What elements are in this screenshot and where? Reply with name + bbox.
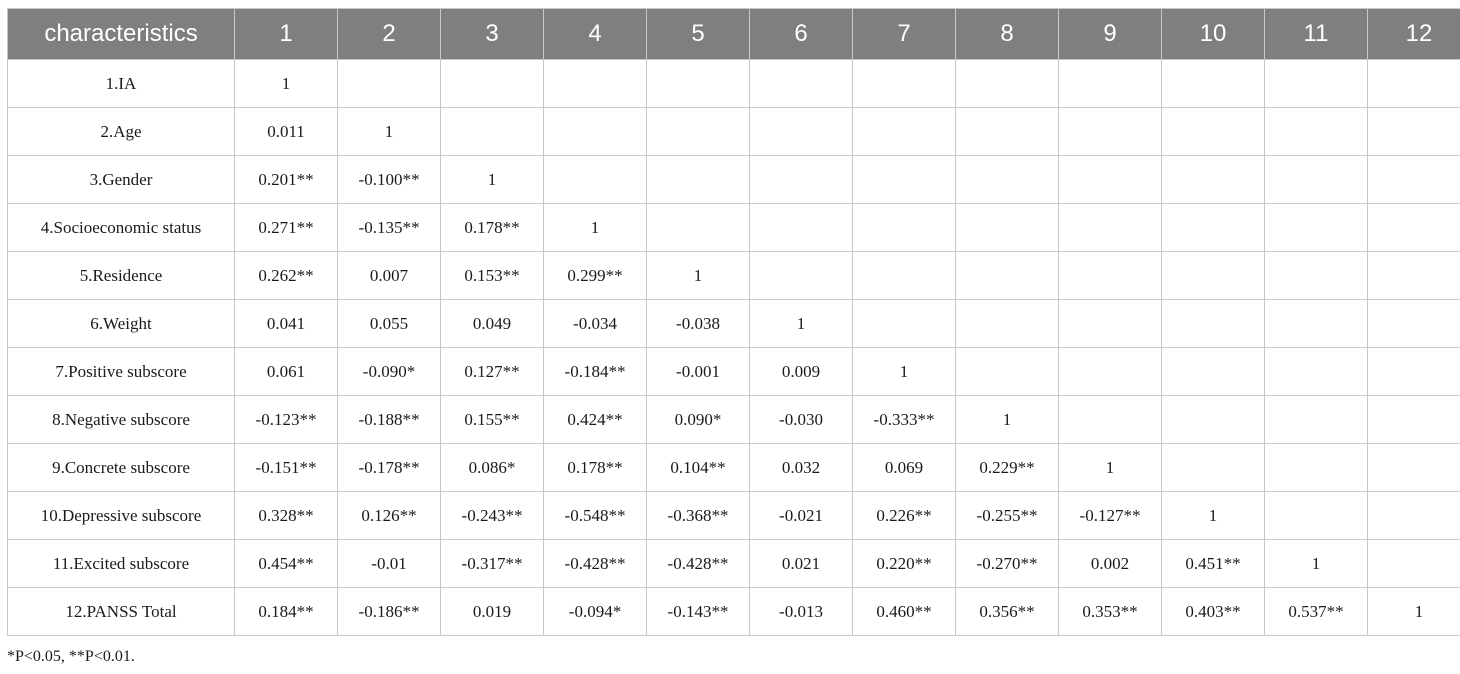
correlation-cell (1162, 396, 1265, 444)
correlation-cell: -0.100** (338, 156, 441, 204)
correlation-cell (647, 108, 750, 156)
correlation-cell: 0.201** (235, 156, 338, 204)
correlation-cell: 0.229** (956, 444, 1059, 492)
correlation-cell: 1 (1368, 588, 1460, 636)
correlation-cell (1059, 204, 1162, 252)
table-footnote: *P<0.05, **P<0.01. (7, 648, 135, 665)
correlation-cell: 1 (544, 204, 647, 252)
correlation-cell (441, 108, 544, 156)
row-label: 12.PANSS Total (8, 588, 235, 636)
table-row (8, 396, 1460, 444)
correlation-cell: -0.428** (647, 540, 750, 588)
correlation-cell: 0.049 (441, 300, 544, 348)
correlation-cell: -0.127** (1059, 492, 1162, 540)
correlation-cell (1368, 348, 1460, 396)
correlation-cell: 0.299** (544, 252, 647, 300)
correlation-cell (750, 252, 853, 300)
correlation-cell: -0.178** (338, 444, 441, 492)
correlation-cell: -0.368** (647, 492, 750, 540)
correlation-cell: 0.009 (750, 348, 853, 396)
correlation-cell: 0.153** (441, 252, 544, 300)
row-label: 10.Depressive subscore (8, 492, 235, 540)
correlation-cell (853, 60, 956, 108)
header-col-7: 7 (853, 9, 956, 60)
correlation-cell (956, 108, 1059, 156)
correlation-cell: 0.011 (235, 108, 338, 156)
correlation-cell (338, 60, 441, 108)
correlation-cell (441, 60, 544, 108)
correlation-cell (1059, 300, 1162, 348)
correlation-cell: -0.243** (441, 492, 544, 540)
correlation-cell: 1 (853, 348, 956, 396)
correlation-cell (750, 204, 853, 252)
correlation-cell (1368, 204, 1460, 252)
correlation-cell (1368, 492, 1460, 540)
correlation-cell (1162, 204, 1265, 252)
row-label: 11.Excited subscore (8, 540, 235, 588)
correlation-cell (1162, 348, 1265, 396)
correlation-cell: -0.030 (750, 396, 853, 444)
correlation-cell (544, 156, 647, 204)
correlation-cell: 0.271** (235, 204, 338, 252)
correlation-cell (1265, 300, 1368, 348)
table-row (8, 444, 1460, 492)
correlation-cell: 0.127** (441, 348, 544, 396)
correlation-cell: -0.143** (647, 588, 750, 636)
correlation-cell (1059, 60, 1162, 108)
correlation-cell: -0.184** (544, 348, 647, 396)
correlation-cell: 0.061 (235, 348, 338, 396)
correlation-cell (1265, 252, 1368, 300)
correlation-cell: -0.135** (338, 204, 441, 252)
correlation-cell: -0.428** (544, 540, 647, 588)
correlation-cell (1368, 444, 1460, 492)
correlation-cell: -0.090* (338, 348, 441, 396)
table-row (8, 348, 1460, 396)
correlation-cell: 0.454** (235, 540, 338, 588)
correlation-cell (956, 204, 1059, 252)
correlation-cell (853, 108, 956, 156)
table-body (8, 60, 1460, 636)
correlation-cell (1059, 348, 1162, 396)
table-row (8, 540, 1460, 588)
correlation-cell: 0.007 (338, 252, 441, 300)
correlation-cell: 1 (1059, 444, 1162, 492)
header-col-12: 12 (1368, 9, 1460, 60)
correlation-cell: -0.186** (338, 588, 441, 636)
header-col-3: 3 (441, 9, 544, 60)
row-label: 1.IA (8, 60, 235, 108)
correlation-cell (956, 348, 1059, 396)
correlation-cell: 0.178** (441, 204, 544, 252)
correlation-cell: 0.451** (1162, 540, 1265, 588)
correlation-cell: 0.086* (441, 444, 544, 492)
table-header (8, 9, 1460, 60)
correlation-cell: 0.262** (235, 252, 338, 300)
header-characteristics: characteristics (8, 9, 235, 60)
table-row (8, 300, 1460, 348)
correlation-cell: 1 (235, 60, 338, 108)
correlation-cell: -0.255** (956, 492, 1059, 540)
header-col-4: 4 (544, 9, 647, 60)
correlation-cell: 0.069 (853, 444, 956, 492)
correlation-cell (544, 60, 647, 108)
correlation-cell (853, 252, 956, 300)
correlation-cell: 0.032 (750, 444, 853, 492)
correlation-cell (1265, 60, 1368, 108)
correlation-cell (647, 204, 750, 252)
correlation-cell: 0.537** (1265, 588, 1368, 636)
correlation-cell (956, 252, 1059, 300)
correlation-cell: -0.094* (544, 588, 647, 636)
row-label: 7.Positive subscore (8, 348, 235, 396)
correlation-cell: 0.356** (956, 588, 1059, 636)
correlation-cell: -0.270** (956, 540, 1059, 588)
table-row (8, 204, 1460, 252)
correlation-cell (1162, 156, 1265, 204)
correlation-cell: -0.01 (338, 540, 441, 588)
correlation-cell (853, 204, 956, 252)
correlation-cell: -0.021 (750, 492, 853, 540)
row-label: 4.Socioeconomic status (8, 204, 235, 252)
correlation-cell (853, 156, 956, 204)
correlation-cell (1368, 396, 1460, 444)
correlation-cell: 0.055 (338, 300, 441, 348)
correlation-table (7, 8, 1460, 636)
correlation-table-container (7, 8, 1453, 636)
correlation-cell: 1 (441, 156, 544, 204)
correlation-cell: -0.548** (544, 492, 647, 540)
correlation-cell (1162, 444, 1265, 492)
correlation-cell (750, 156, 853, 204)
correlation-cell: 0.353** (1059, 588, 1162, 636)
correlation-cell: -0.013 (750, 588, 853, 636)
correlation-cell (1059, 396, 1162, 444)
correlation-cell: 0.460** (853, 588, 956, 636)
correlation-cell: -0.001 (647, 348, 750, 396)
row-label: 6.Weight (8, 300, 235, 348)
correlation-cell (1265, 204, 1368, 252)
correlation-cell (1265, 396, 1368, 444)
row-label: 3.Gender (8, 156, 235, 204)
correlation-cell: 0.041 (235, 300, 338, 348)
correlation-cell (1265, 444, 1368, 492)
correlation-cell (1265, 348, 1368, 396)
table-row (8, 156, 1460, 204)
header-col-1: 1 (235, 9, 338, 60)
header-col-10: 10 (1162, 9, 1265, 60)
correlation-cell: 1 (956, 396, 1059, 444)
correlation-cell (1265, 492, 1368, 540)
correlation-cell: 0.002 (1059, 540, 1162, 588)
correlation-cell: 0.226** (853, 492, 956, 540)
correlation-cell: -0.317** (441, 540, 544, 588)
correlation-cell: 0.155** (441, 396, 544, 444)
correlation-cell (1059, 108, 1162, 156)
correlation-cell (853, 300, 956, 348)
correlation-cell (1368, 156, 1460, 204)
correlation-cell: -0.038 (647, 300, 750, 348)
table-row (8, 252, 1460, 300)
correlation-cell (750, 60, 853, 108)
correlation-cell: 0.328** (235, 492, 338, 540)
header-col-6: 6 (750, 9, 853, 60)
correlation-cell: 0.126** (338, 492, 441, 540)
table-row (8, 108, 1460, 156)
row-label: 9.Concrete subscore (8, 444, 235, 492)
header-col-5: 5 (647, 9, 750, 60)
header-col-8: 8 (956, 9, 1059, 60)
correlation-cell: 1 (750, 300, 853, 348)
correlation-cell: -0.151** (235, 444, 338, 492)
correlation-cell (1265, 156, 1368, 204)
correlation-cell: 0.104** (647, 444, 750, 492)
table-row (8, 492, 1460, 540)
correlation-cell: 0.090* (647, 396, 750, 444)
correlation-cell: 0.021 (750, 540, 853, 588)
correlation-cell: 0.403** (1162, 588, 1265, 636)
correlation-cell (1162, 108, 1265, 156)
row-label: 8.Negative subscore (8, 396, 235, 444)
correlation-cell: 0.220** (853, 540, 956, 588)
header-col-2: 2 (338, 9, 441, 60)
correlation-cell (1368, 540, 1460, 588)
correlation-cell (1368, 60, 1460, 108)
correlation-cell (1162, 60, 1265, 108)
correlation-cell: 1 (1265, 540, 1368, 588)
table-row (8, 588, 1460, 636)
correlation-cell (647, 156, 750, 204)
correlation-cell: -0.123** (235, 396, 338, 444)
header-col-9: 9 (1059, 9, 1162, 60)
correlation-cell (1162, 300, 1265, 348)
correlation-cell: -0.188** (338, 396, 441, 444)
header-row (8, 9, 1460, 60)
correlation-cell (750, 108, 853, 156)
correlation-cell (956, 156, 1059, 204)
header-col-11: 11 (1265, 9, 1368, 60)
correlation-cell (1059, 156, 1162, 204)
correlation-cell: 0.424** (544, 396, 647, 444)
correlation-cell: 1 (647, 252, 750, 300)
correlation-cell (647, 60, 750, 108)
correlation-cell (956, 300, 1059, 348)
correlation-cell (544, 108, 647, 156)
correlation-cell: 0.178** (544, 444, 647, 492)
row-label: 2.Age (8, 108, 235, 156)
correlation-cell: 0.184** (235, 588, 338, 636)
correlation-cell: -0.034 (544, 300, 647, 348)
row-label: 5.Residence (8, 252, 235, 300)
correlation-cell: 1 (1162, 492, 1265, 540)
correlation-cell (956, 60, 1059, 108)
correlation-cell (1059, 252, 1162, 300)
correlation-cell (1368, 252, 1460, 300)
correlation-cell (1265, 108, 1368, 156)
correlation-cell: 0.019 (441, 588, 544, 636)
correlation-cell (1368, 108, 1460, 156)
correlation-cell: -0.333** (853, 396, 956, 444)
correlation-cell (1368, 300, 1460, 348)
correlation-cell: 1 (338, 108, 441, 156)
table-row (8, 60, 1460, 108)
correlation-cell (1162, 252, 1265, 300)
